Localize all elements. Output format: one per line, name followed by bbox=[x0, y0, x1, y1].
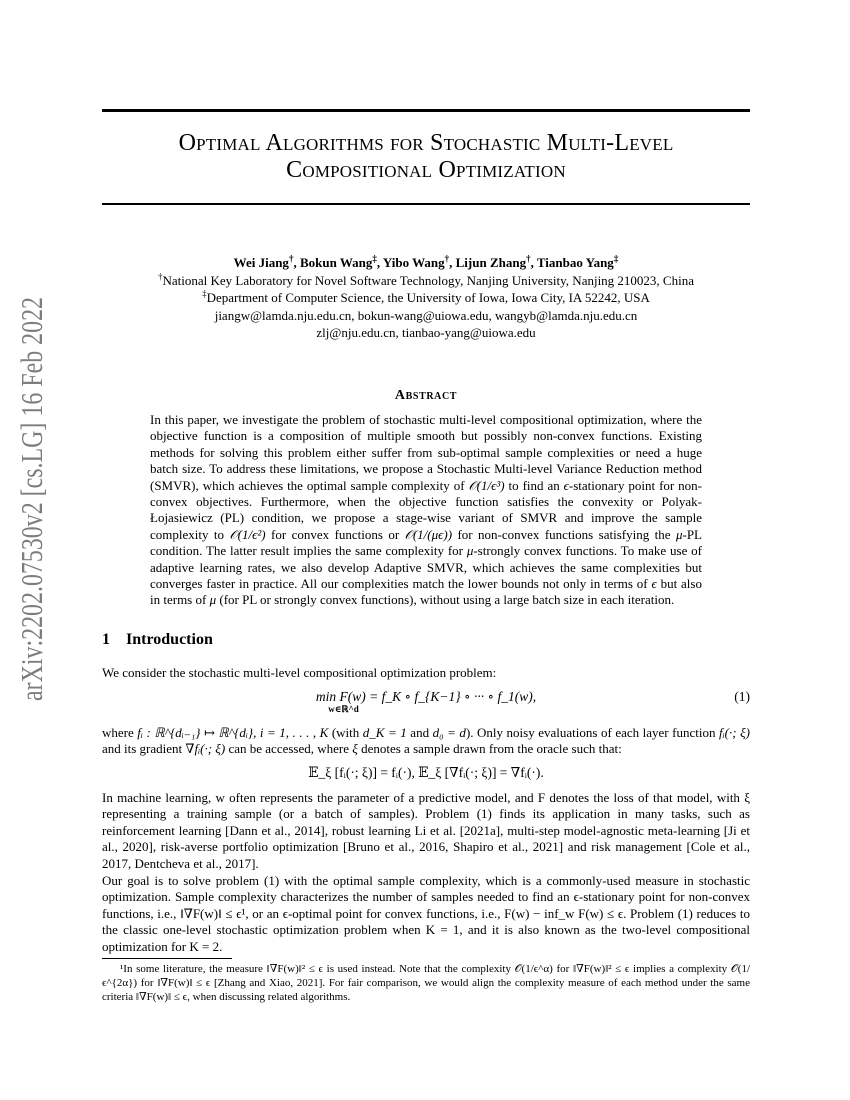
author-name: Yibo Wang bbox=[382, 255, 445, 270]
footnote: ¹In some literature, the measure ‖∇F(w)‖² ≤ ϵ is used instead. Note that the complexity 𝒪(1/ϵ^α) for ‖∇F(w)‖² ≤ ϵ implies a complexity 𝒪(1/ϵ^{2α}) for ‖∇F(w)‖ ≤ ϵ [Zhang and Xiao, 2021]. For fair comparison, we would align the complexity measure of each method under the same criteria ‖∇F(w)‖ ≤ ϵ, when discussing related algorithms. bbox=[102, 963, 750, 1004]
section-title: Introduction bbox=[126, 631, 213, 648]
equation-2: 𝔼_ξ [fᵢ(·; ξ)] = fᵢ(·), 𝔼_ξ [∇fᵢ(·; ξ)] = ∇fᵢ(·). bbox=[308, 765, 544, 780]
abstract-heading: Abstract bbox=[394, 388, 458, 403]
author-name: Tianbao Yang bbox=[536, 255, 614, 270]
equation-1-number: (1) bbox=[734, 689, 750, 704]
author-mark: † bbox=[526, 253, 531, 264]
author-mark: † bbox=[288, 253, 294, 264]
emails-line-2: zlj@nju.edu.cn, tianbao-yang@uiowa.edu bbox=[316, 325, 536, 340]
intro-paragraph-2: where fᵢ : ℝ^{dᵢ₋₁} ↦ ℝ^{dᵢ}, i = 1, . . . , K (with d_K = 1 and d₀ = d). Only noisy evaluations of each layer function fᵢ(·; ξ) and its gradient ∇fᵢ(·; ξ) can be accessed, where ξ denotes a sample drawn from the oracle such that: bbox=[102, 725, 750, 757]
author-name: Bokun Wang bbox=[299, 255, 373, 270]
abstract-body: In this paper, we investigate the problem of stochastic multi-level compositional optimization, where the objective function is a composition of multiple smooth but possibly non-convex functions. Existing methods for solving this problem either suffer from sub-optimal sample complexities or need a huge batch size. To address these limitations, we propose a Stochastic Multi-level Variance Reduction method (SMVR), which achieves the optimal sample complexity of 𝒪(1/ϵ³) to find an ϵ-stationary point for non-convex objectives. Furthermore, when the objective function satisfies the convexity or Polyak-Łojasiewicz (PL) condition, we propose a stage-wise variant of SMVR and improve the sample complexity to 𝒪(1/ϵ²) for convex functions or 𝒪(1/(μϵ)) for non-convex functions satisfying the μ-PL condition. The latter result implies the same complexity for μ-strongly convex functions. To make use of adaptive learning rates, we also develop Adaptive SMVR, which achieves the same complexities but converges faster in practice. All our complexities match the lower bounds not only in terms of ϵ but also in terms of μ (for PL or strongly convex functions), without using a large batch size in each iteration. bbox=[150, 412, 703, 608]
affiliation-2: ‡Department of Computer Science, the University of Iowa, Iowa City, IA 52242, USA bbox=[202, 288, 650, 305]
intro-paragraph-1: We consider the stochastic multi-level compositional optimization problem: bbox=[102, 665, 497, 680]
title-line-2: Compositional Optimization bbox=[286, 157, 566, 183]
author-mark: ‡ bbox=[372, 253, 377, 264]
equation-1 bbox=[102, 689, 750, 715]
paper-title bbox=[102, 130, 750, 184]
title-rule-top bbox=[102, 109, 750, 112]
title-line-1: Optimal Algorithms for Stochastic Multi-Level bbox=[178, 130, 674, 156]
author-name: Wei Jiang bbox=[233, 255, 289, 270]
affiliation-1: †National Key Laboratory for Novel Software Technology, Nanjing University, Nanjing 210023, China bbox=[158, 271, 694, 288]
section-number: 1 bbox=[102, 631, 110, 648]
author-names: Wei Jiang†, Bokun Wang‡, Yibo Wang†, Lijun Zhang†, Tianbao Yang‡ bbox=[233, 253, 619, 270]
author-mark: ‡ bbox=[613, 253, 619, 264]
intro-paragraph-3: In machine learning, w often represents the parameter of a predictive model, and F denotes the loss of that model, with ξ representing a training sample (or a batch of samples). Problem (1) finds its application in many tasks, such as reinforcement learning [Dann et al., 2014], robust learning Li et al. [2021a], multi-step model-agnostic meta-learning [Ji et al., 2020], risk-averse portfolio optimization [Bruno et al., 2016, Shapiro et al., 2021] and risk management [Cole et al., 2017, Dentcheva et al., 2017]. bbox=[102, 790, 750, 871]
equation-1-subscript: w∈ℝ^d bbox=[328, 704, 359, 714]
title-rule-bottom bbox=[102, 203, 750, 205]
equation-1-body: min F(w) = f_K ∘ f_{K−1} ∘ ··· ∘ f_1(w), bbox=[315, 689, 537, 704]
author-name: Lijun Zhang bbox=[455, 255, 527, 270]
author-mark: † bbox=[444, 253, 450, 264]
emails-line-1: jiangw@lamda.nju.edu.cn, bokun-wang@uiowa.edu, wangyb@lamda.nju.edu.cn bbox=[214, 307, 638, 323]
footnote-rule bbox=[102, 958, 232, 959]
section-heading-introduction bbox=[102, 631, 213, 649]
author-block bbox=[102, 254, 750, 342]
intro-paragraph-4: Our goal is to solve problem (1) with the optimal sample complexity, which is a commonly-used measure in stochastic optimization. Sample complexity characterizes the number of samples needed to find an ϵ-stationary point for non-convex functions, i.e., ‖∇F(w)‖ ≤ ϵ¹, or an ϵ-optimal point for convex functions, i.e., F(w) − inf_w F(w) ≤ ϵ. Problem (1) reduces to the classic one-level stochastic optimization problem when K = 1, and it is also known as the two-level compositional optimization for K = 2. bbox=[102, 873, 750, 954]
arxiv-stamp bbox=[2, 296, 58, 702]
math-inline: 𝒪(1/ϵ³) bbox=[468, 477, 505, 493]
arxiv-stamp-text: arXiv:2202.07530v2 [cs.LG] 16 Feb 2022 bbox=[14, 296, 49, 701]
